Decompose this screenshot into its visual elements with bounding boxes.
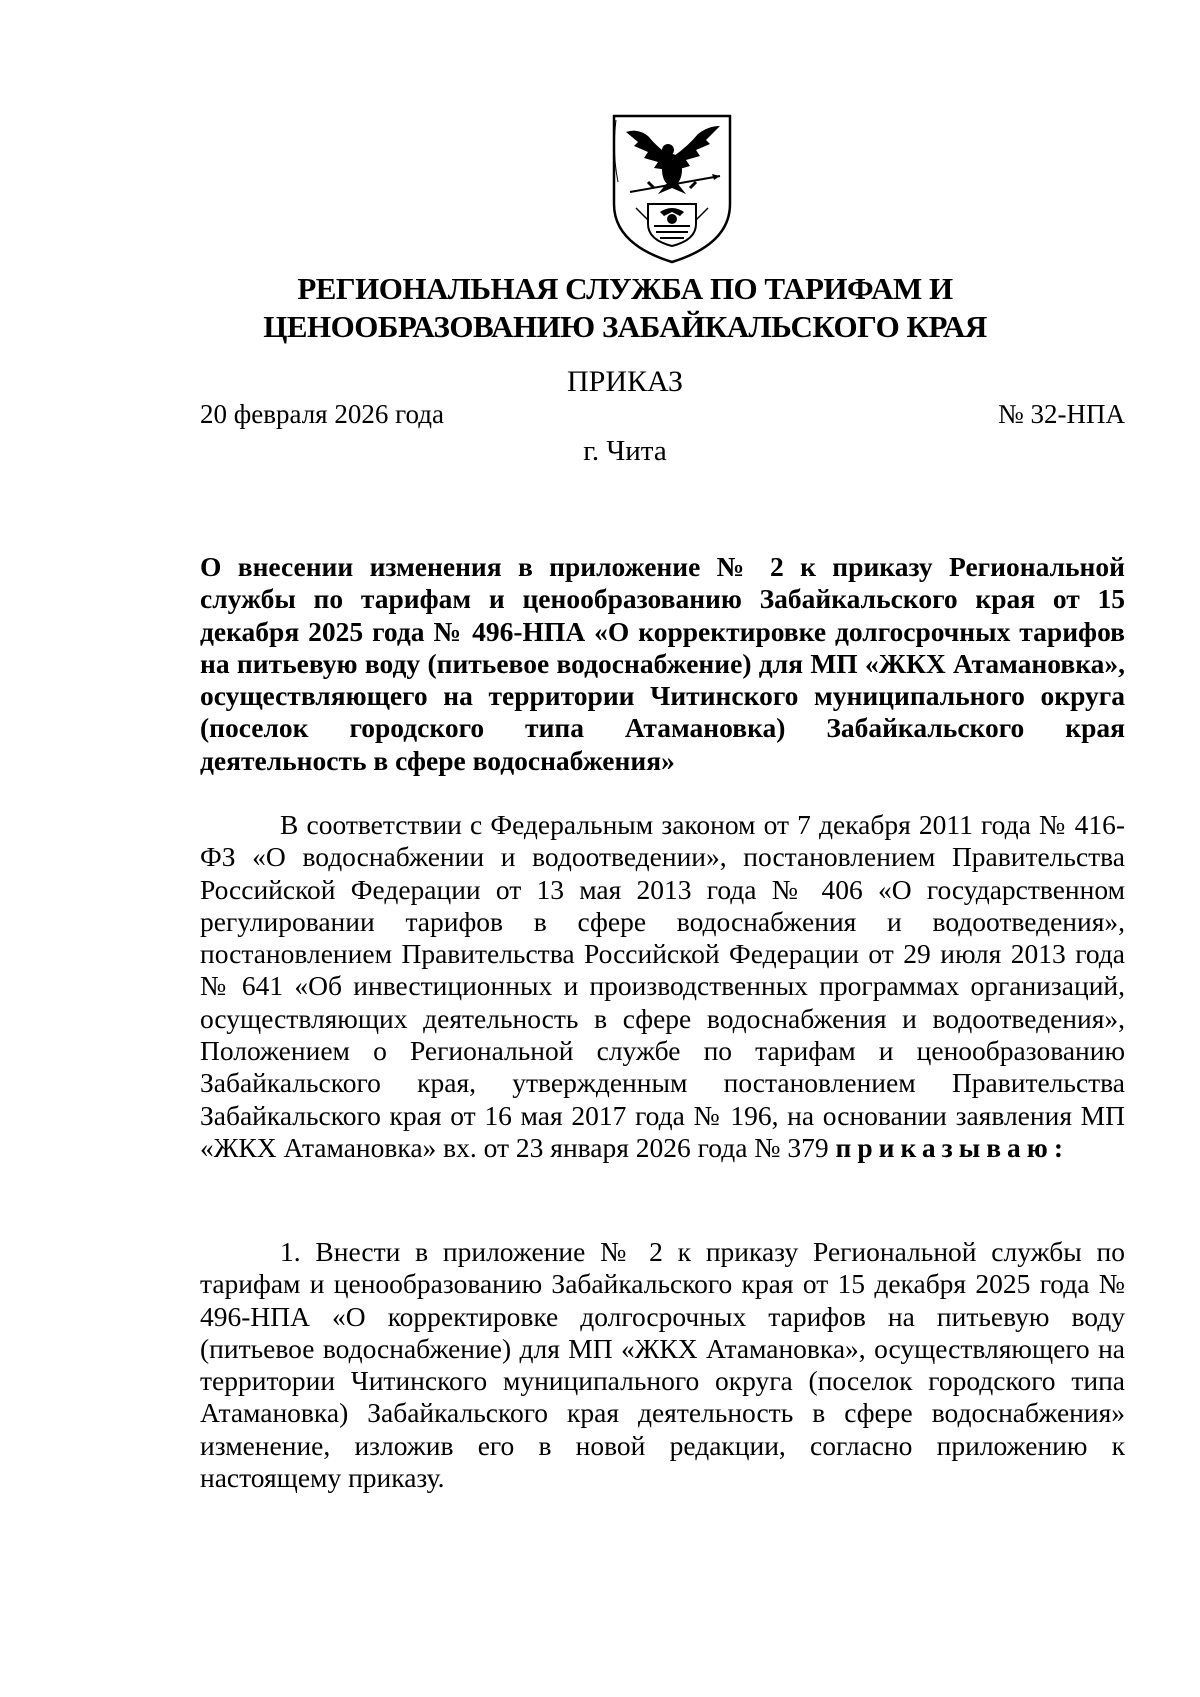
document-number: № 32-НПА [998, 399, 1125, 429]
preamble-text: В соответствии с Федеральным законом от 7 декабря 2011 года № 416-ФЗ «О водоснабжении и водоотведении», постановлением Правительства Российской Федерации от 13 мая 2013 года № 406 «О государственном регулировании тарифов в сфере водоснабжения и водоотведения», постановлением Правительства Российской Федерации от 29 июля 2013 года № 641 «Об инвестиционных и производственных программах организаций, осуществляющих деятельность в сфере водоснабжения и водоотведения», Положением о Региональной службе по тарифам и ценообразованию Забайкальского края, утвержденным постановлением Правительства Забайкальского края от 16 мая 2017 года № 196, на основании заявления МП «ЖКХ Атамановка» вх. от 23 января 2026 года № 379 [200, 809, 1125, 1163]
document-date: 20 февраля 2026 года [200, 399, 444, 429]
item-1-paragraph: 1. Внести в приложение № 2 к приказу Региональной службы по тарифам и ценообразованию Забайкальского края от 15 декабря 2025 года № 496-НПА «О корректировке долгосрочных тарифов на питьевую воду (питьевое водоснабжение) для МП «ЖКХ Атамановка», осуществляющего на территории Читинского муниципального округа (поселок городского типа Атамановка) Забайкальского края деятельность в сфере водоснабжения» изменение, изложив его в новой редакции, согласно приложению к настоящему приказу. [200, 1236, 1125, 1494]
order-word: приказываю: [835, 1131, 1069, 1163]
document-type: ПРИКАЗ [567, 365, 683, 398]
organization-name-line1: РЕГИОНАЛЬНАЯ СЛУЖБА ПО ТАРИФАМ И [297, 271, 953, 306]
document-subject: О внесении изменения в приложение № 2 к приказу Региональной службы по тарифам и ценообразованию Забайкальского края от 15 декабря 2025 года № 496-НПА «О корректировке долгосрочных тарифов на питьевую воду (питьевое водоснабжение) для МП «ЖКХ Атамановка», осуществляющего на территории Читинского муниципального округа (поселок городского типа Атамановка) Забайкальского края деятельность в сфере водоснабжения» [200, 551, 1125, 776]
document-city: г. Чита [583, 435, 667, 467]
preamble-paragraph [200, 809, 1125, 1164]
organization-name-line2: ЦЕНООБРАЗОВАНИЮ ЗАБАЙКАЛЬСКОГО КРАЯ [263, 309, 987, 344]
coat-of-arms-icon [608, 112, 736, 264]
